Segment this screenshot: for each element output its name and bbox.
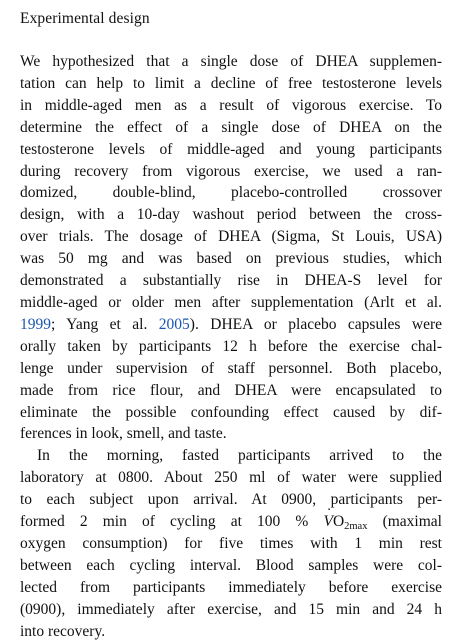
text-line: middle-aged or older men after supplementation (Arlt et al. [20,293,442,311]
text-fragment: (maximal [367,513,442,531]
text-line: ferences in look, smell, and taste. [20,425,227,443]
text-line: lenge under supervision of staff personnel. Both placebo, [20,359,442,377]
text-line: between each cycling interval. Blood samples were col- [20,556,442,574]
text-line: tation can help to limit a decline of free testosterone levels [20,74,442,92]
text-line: demonstrated a substantially rise in DHEA-S level for [20,272,442,290]
text-line: laboratory at 0800. About 250 ml of water were supplied [20,469,442,487]
text-fragment: ). DHEA or placebo capsules were [189,315,442,333]
text-line: eliminate the possible confounding effect caused by dif- [20,403,442,421]
citation-link-arlt[interactable]: 1999 [20,315,51,333]
text-fragment: formed 2 min of cycling at 100 % [20,513,324,531]
text-line: orally taken by participants 12 h before the exercise chal- [20,337,442,355]
vo2-symbol-o: O [332,513,345,531]
text-line: in middle-aged men as a result of vigorous exercise. To [20,96,442,114]
text-line-with-citations [20,314,442,336]
text-line: to each subject upon arrival. At 0900, participants per- [20,491,442,509]
text-line: made from rice flour, and DHEA were encapsulated to [20,381,442,399]
citation-separator: ; Yang et al. [51,315,159,333]
text-line: over trials. The dosage of DHEA (Sigma, St Louis, USA) [20,228,442,246]
text-line: domized, double-blind, placebo-controlled crossover [20,184,442,202]
text-line: oxygen consumption) for five times with 1 min rest [20,534,442,552]
section-heading: Experimental design [20,10,150,27]
text-line: We hypothesized that a single dose of DHEA supplemen- [20,53,442,70]
text-line: determine the effect of a single dose of DHEA on the [20,118,442,136]
citation-link-yang[interactable]: 2005 [158,315,190,333]
text-line: (0900), immediately after exercise, and 15 min and 24 h [20,600,442,618]
text-line: lected from participants immediately before exercise [20,578,442,596]
paragraph-1 [20,51,442,445]
text-line: into recovery. [20,622,106,640]
paragraph-2 [20,445,442,642]
text-line: testosterone levels of middle-aged and young participants [20,140,442,158]
text-line: In the morning, fasted participants arrived to the [37,447,442,465]
text-line: during recovery from vigorous exercise, we used a ran- [20,162,442,180]
article-page [20,8,442,642]
vo2-subscript: 2max [344,521,368,533]
vo2-symbol-v: ˙ V [323,513,332,530]
text-line: design, with a 10-day washout period between the cross- [20,206,442,224]
text-line-with-formula [20,511,442,533]
text-line: was 50 mg and was based on previous studies, which [20,250,442,268]
